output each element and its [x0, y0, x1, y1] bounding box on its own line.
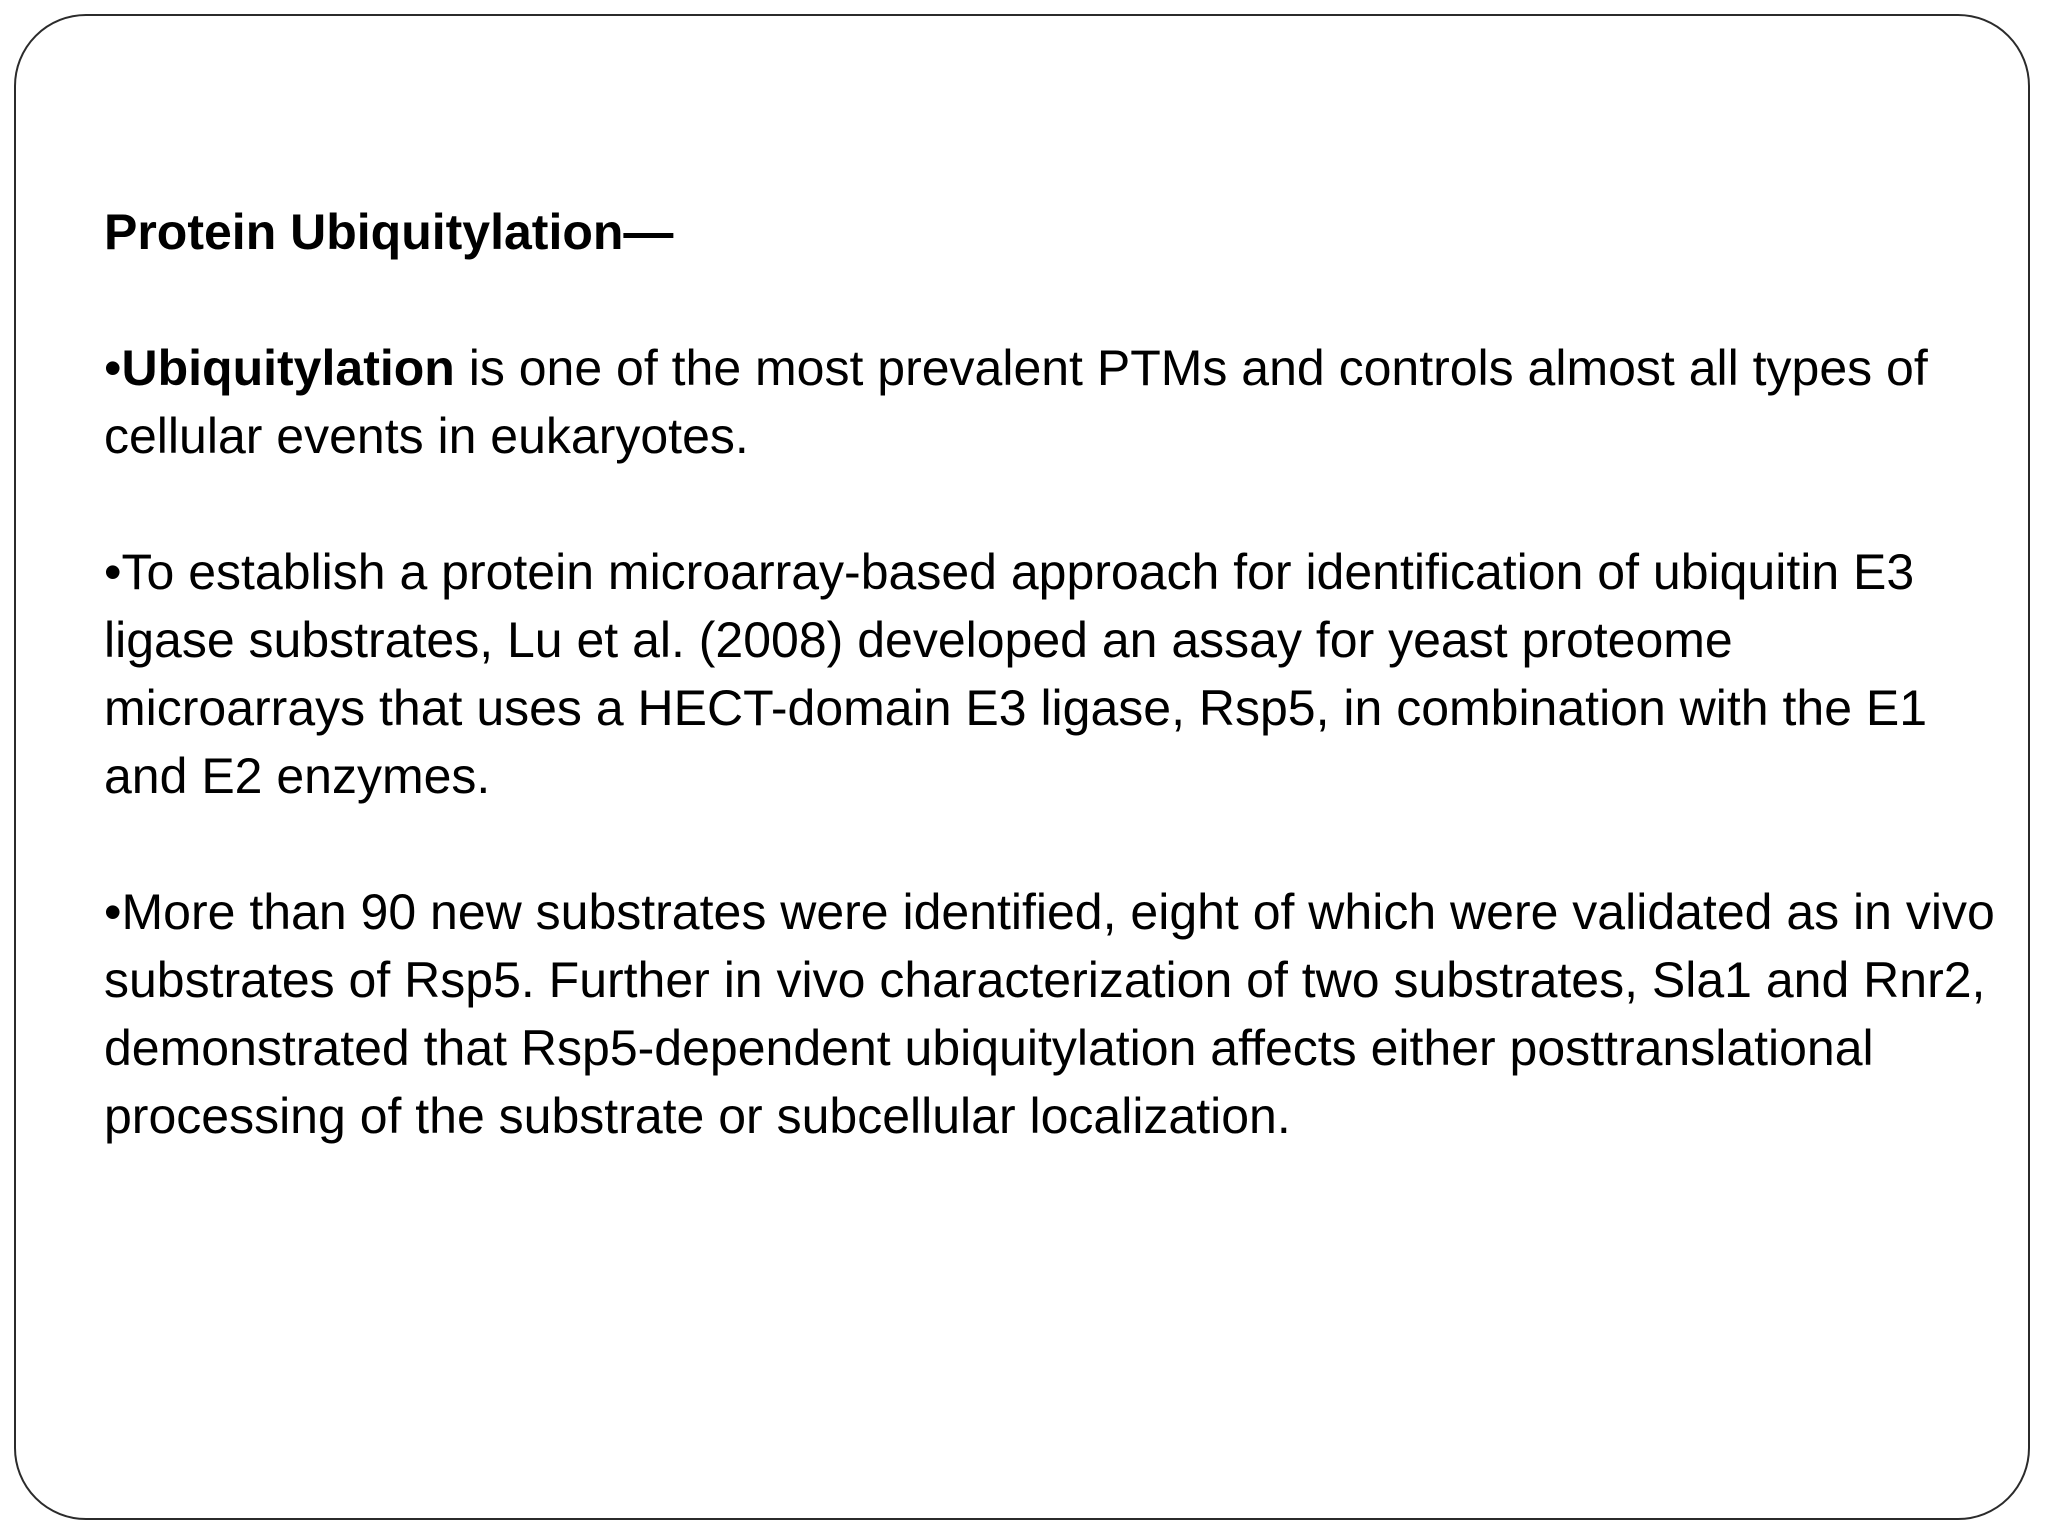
slide-frame	[14, 14, 2030, 1520]
bullet-paragraph-ubiquitylation	[104, 334, 2004, 470]
paragraph-text: is one of the most prevalent PTMs and controls almost all types of cellular events in eukaryotes.	[104, 340, 1928, 464]
bullet-paragraph-approach	[104, 538, 2004, 810]
paragraph-text: To establish a protein microarray-based approach for identification of ubiquitin E3 ligase substrates, Lu et al. (2008) developed an assay for yeast proteome microarrays that uses a HECT-domain E3 ligase, Rsp5, in combination with the E1 and E2 enzymes.	[104, 544, 1928, 804]
slide-content	[104, 198, 2004, 1150]
slide-title: Protein Ubiquitylation—	[104, 204, 674, 260]
bullet-marker: •	[104, 340, 122, 396]
paragraph-text: More than 90 new substrates were identified, eight of which were validated as in vivo substrates of Rsp5. Further in vivo characterization of two substrates, Sla1 and Rnr2, demonstrated that Rsp5-dependent ubiquitylation affects either posttranslational processing of the substrate or subcellular localization.	[104, 884, 1995, 1144]
bullet-paragraph-substrates	[104, 878, 2004, 1150]
bold-term: Ubiquitylation	[121, 340, 455, 396]
bullet-marker: •	[104, 884, 122, 940]
bullet-marker: •	[104, 544, 122, 600]
